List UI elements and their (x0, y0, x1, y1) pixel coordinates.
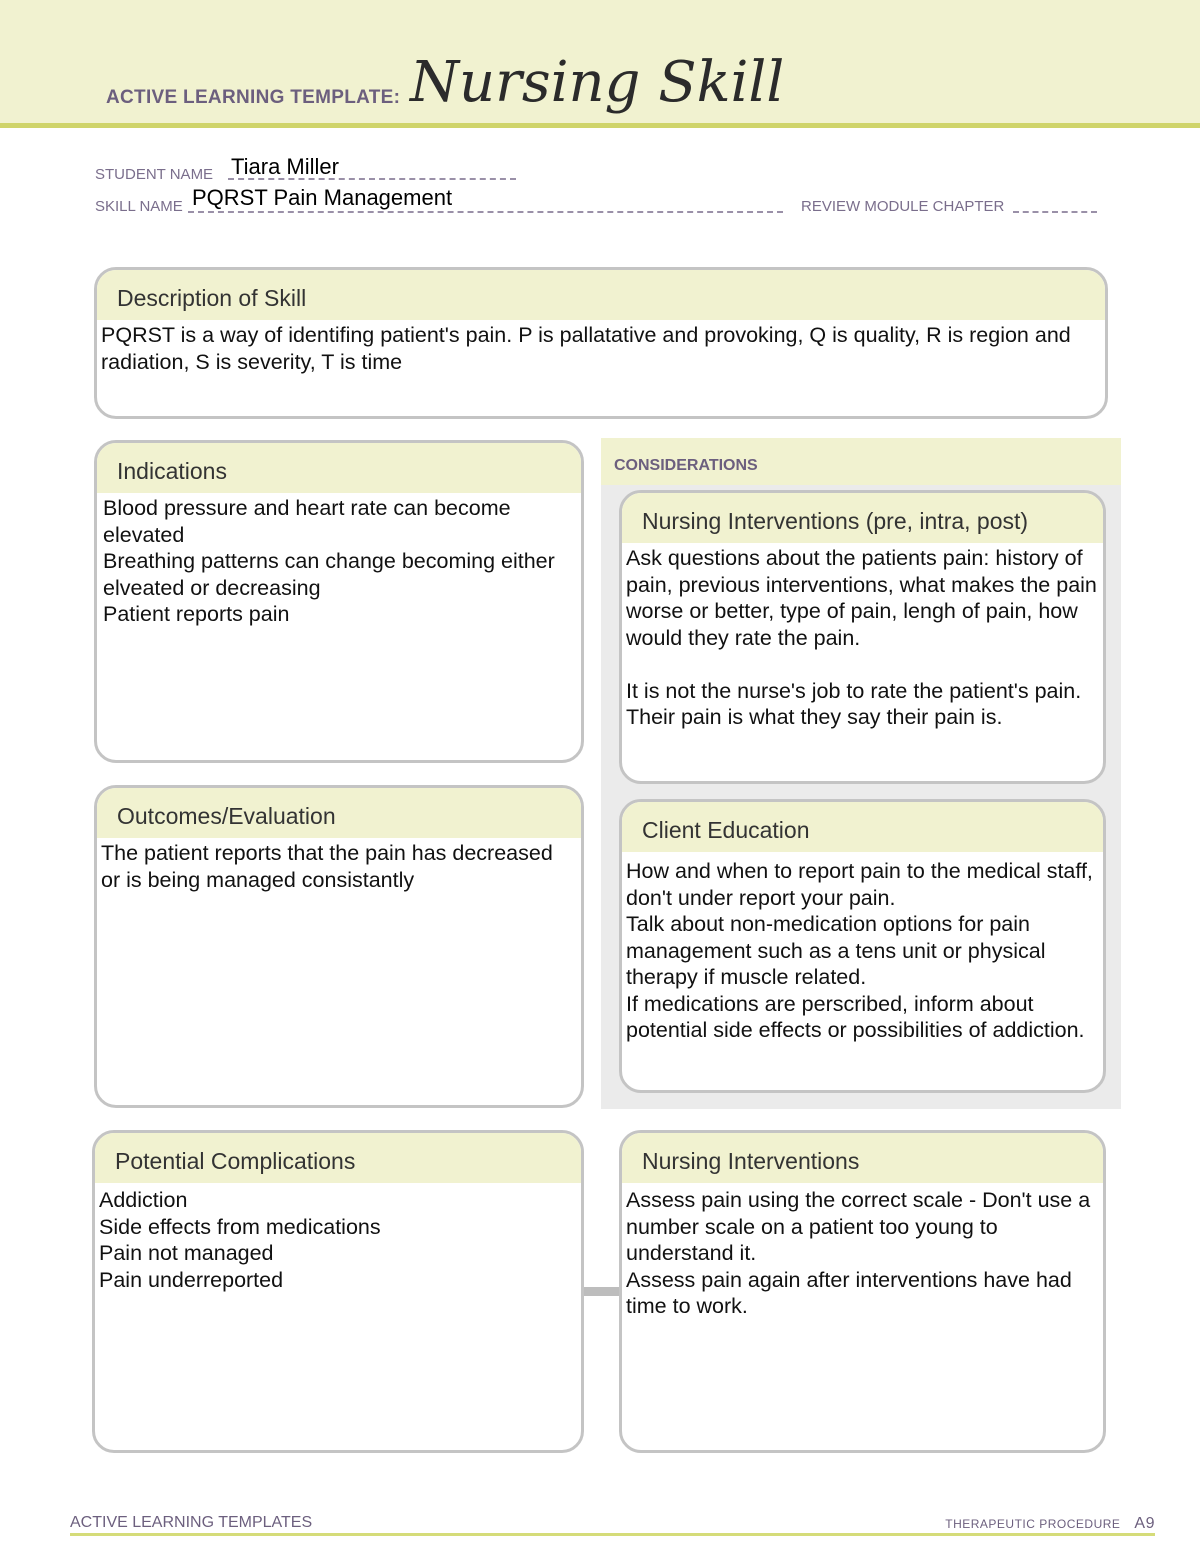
description-text[interactable]: PQRST is a way of identifing patient's pain. P is pallatative and provoking, Q is quality, R is region and radiation, S is severity, T is time (101, 323, 1077, 374)
client-education-text[interactable]: How and when to report pain to the medical staff, don't under report your pain. Talk about non-medication options for pain management such as a tens unit or physical therapy if muscle related. If medications are perscribed, inform about potential side effects or possibilities of addiction. (626, 859, 1093, 1042)
outcomes-title: Outcomes/Evaluation (97, 788, 581, 838)
page-number: A9 (1134, 1515, 1155, 1532)
nursing-interventions-pre-title: Nursing Interventions (pre, intra, post) (622, 493, 1103, 543)
indications-box (94, 440, 584, 763)
student-name-field[interactable]: Tiara Miller (231, 154, 339, 179)
indications-title: Indications (97, 443, 581, 493)
footer-left: ACTIVE LEARNING TEMPLATES (70, 1514, 313, 1531)
footer-rule (70, 1533, 1155, 1536)
template-label: ACTIVE LEARNING TEMPLATE: (106, 87, 401, 108)
description-title: Description of Skill (97, 270, 1105, 320)
considerations-title: CONSIDERATIONS (601, 438, 1121, 485)
nursing-interventions-pre-text[interactable]: Ask questions about the patients pain: history of pain, previous interventions, what makes the pain worse or better, type of pain, lengh of pain, how would they rate the pain. It is not the nurse's job to rate the patient's pain. Their pain is what they say their pain is. (626, 546, 1097, 729)
client-education-box (619, 799, 1106, 1093)
student-name-label: STUDENT NAME (95, 166, 214, 183)
complications-text[interactable]: Addiction Side effects from medications Pain not managed Pain underreported (99, 1188, 381, 1292)
nursing-interventions-pre-box (619, 490, 1106, 784)
outcomes-box (94, 785, 584, 1108)
review-module-field[interactable] (1013, 211, 1097, 213)
client-education-title: Client Education (622, 802, 1103, 852)
skill-name-label: SKILL NAME (95, 198, 183, 215)
footer-section: THERAPEUTIC PROCEDURE (945, 1517, 1121, 1531)
page-title: Nursing Skill (410, 50, 785, 115)
outcomes-text[interactable]: The patient reports that the pain has decreased or is being managed consistantly (101, 841, 559, 892)
indications-text[interactable]: Blood pressure and heart rate can become elevated Breathing patterns can change becoming either elveated or decreasing Patient reports pain (103, 496, 555, 626)
complications-box (92, 1130, 584, 1453)
connector (583, 1287, 621, 1296)
nursing-interventions-box (619, 1130, 1106, 1453)
skill-name-field[interactable]: PQRST Pain Management (192, 185, 453, 210)
review-module-label: REVIEW MODULE CHAPTER (801, 198, 1005, 215)
skill-name-line (188, 211, 783, 213)
nursing-interventions-title: Nursing Interventions (622, 1133, 1103, 1183)
complications-title: Potential Complications (95, 1133, 581, 1183)
nursing-interventions-text[interactable]: Assess pain using the correct scale - Don't use a number scale on a patient too young to understand it. Assess pain again after interventions have had time to work. (626, 1188, 1091, 1318)
footer-right (945, 1515, 1155, 1533)
description-box (94, 267, 1108, 419)
